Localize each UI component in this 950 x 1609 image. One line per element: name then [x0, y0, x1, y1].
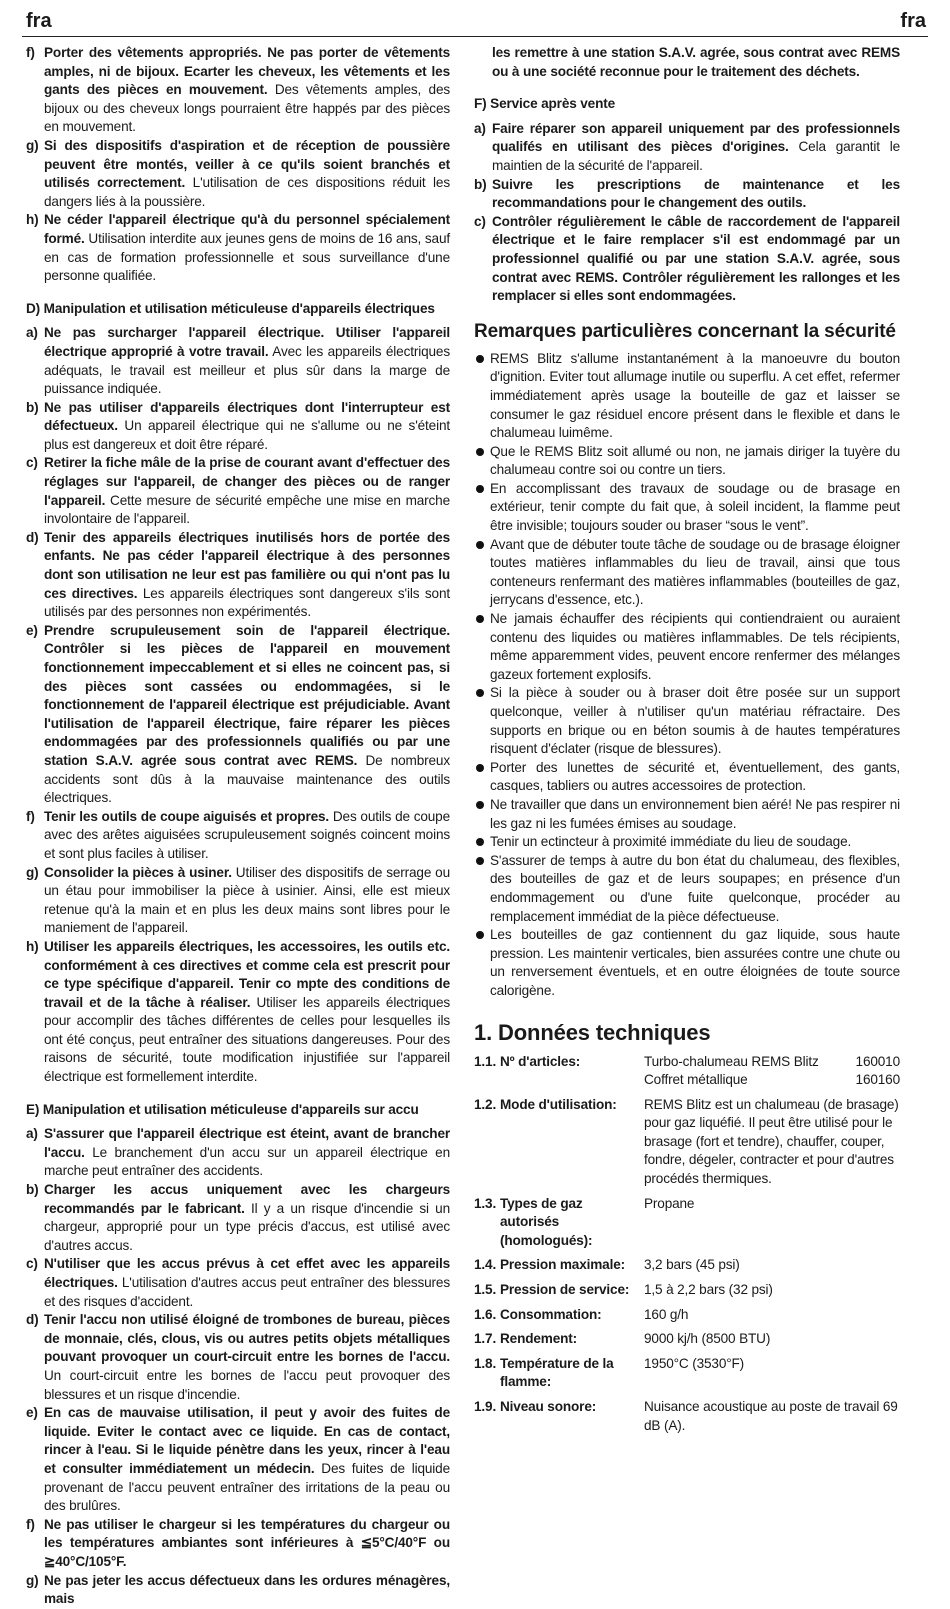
section-d-item-body: [44, 938, 450, 1087]
tech-key: [474, 1355, 644, 1398]
bullet-icon: [474, 443, 490, 480]
remark-text: Que le REMS Blitz soit allumé ou non, ne jamais diriger la tuyère du chalumeau contre soi ou contre un tiers.: [490, 443, 900, 478]
remark-text: Ne travailler que dans un environnement bien aéré! Ne pas respirer ni les gaz ni les fumées émises au soudage.: [490, 796, 900, 831]
remark-text: Tenir un ectincteur à proximité immédiate du lieu de soudage.: [490, 834, 852, 850]
section-e-item-label: e): [26, 1405, 38, 1421]
section-e-item-bold: S'assurer que l'appareil électrique est éteint, avant de brancher l'accu.: [44, 1126, 450, 1160]
section-e-item-text: Un court-circuit entre les bornes de l'accu peut provoquer des blessures et un risque d'incendie.: [44, 1367, 450, 1402]
section-e-list: [26, 1125, 450, 1608]
section-e-item: [26, 1125, 450, 1181]
section-f-item-bold: Faire réparer son appareil uniquement par des professionnels qualifés en utilisant des pièces d'origines.: [492, 120, 900, 155]
section-e-item-bold: Charger les accus uniquement avec les chargeurs recommandés par le fabricant.: [44, 1182, 450, 1216]
right-column: [474, 44, 900, 1441]
tech-key: [474, 1398, 644, 1441]
section-e-item-body: [44, 1572, 450, 1609]
section-d-item-text: Avec les appareils électriques adéquats, le travail est meilleur et plus sûr dans la marge de puissance indiquée.: [44, 343, 450, 397]
section-f-item: [474, 176, 900, 213]
section-e-item: [26, 1181, 450, 1255]
section-d-item-label: h): [26, 938, 39, 954]
tech-code: 160160: [855, 1072, 900, 1088]
tech-label: Pression de service:: [500, 1282, 630, 1298]
tech-label: Nº d'articles:: [500, 1053, 581, 1069]
section-f-item-label: b): [474, 176, 487, 192]
section-e-title: E) Manipulation et utilisation méticuleuse d'appareils sur accu: [26, 1101, 419, 1117]
intro-item-text: Utilisation interdite aux jeunes gens de moins de 16 ans, sauf en cas de formation professionnelle et sous surveillance d'une personne qualifiée.: [44, 230, 450, 284]
section-f-item: [474, 213, 900, 306]
tech-row: [474, 1398, 900, 1441]
remark-text: S'assurer de temps à autre du bon état du chalumeau, des flexibles, des bouteilles de gaz et de leurs soupapes; en présence d'un endommagement ou d'une fuite quelconque, procéder au remplacement immédiat de la pièce défectueuse.: [490, 852, 900, 924]
section-e-item-label: a): [26, 1126, 38, 1142]
section-d-item-text: Les appareils électriques sont dangereux s'ils sont utilisés par des personnes non expérimentés.: [44, 585, 450, 620]
section-d-item: [26, 938, 450, 1087]
section-f-item-body: [492, 213, 900, 306]
remark-item: [474, 443, 900, 480]
tech-number: 1.2.: [474, 1096, 497, 1112]
intro-list: [26, 44, 450, 286]
tech-key: [474, 1256, 644, 1281]
bullet-icon: [474, 759, 490, 796]
tech-value: 9000 kj/h (8500 BTU): [644, 1331, 771, 1347]
tech-key: [474, 1096, 644, 1195]
section-f-item-bold: Suivre les prescriptions de maintenance et les recommandations pour le changement des outils.: [492, 176, 900, 211]
section-d-item: [26, 622, 450, 808]
intro-item: [26, 211, 450, 285]
section-e-item: [26, 1572, 450, 1609]
section-e-item-label: b): [26, 1182, 39, 1198]
tech-label: Types de gaz autorisés (homologués):: [500, 1195, 593, 1248]
intro-item-label: f): [26, 45, 35, 60]
section-e-item: [26, 1516, 450, 1572]
tech-number: 1.5.: [474, 1282, 497, 1298]
intro-item-body: [44, 211, 450, 285]
section-e-item-body: [44, 1181, 450, 1255]
section-e-item: [26, 1404, 450, 1516]
section-e-item-bold: Tenir l'accu non utilisé éloigné de trombones de bureau, pièces de monnaie, clés, clous, vis ou autres petits objets métalliques pouvant provoquer un court-circuit entre les bornes de l'accu.: [44, 1312, 450, 1365]
section-e-item-text: L'utilisation d'autres accus peut entraîner des blessures et des risques d'accident.: [44, 1275, 450, 1309]
tech-value: 3,2 bars (45 psi): [644, 1257, 740, 1273]
tech-value: Coffret métallique: [644, 1072, 748, 1088]
remark-item: [474, 350, 900, 443]
section-d-item: [26, 808, 450, 864]
tech-label: Pression maximale:: [500, 1257, 625, 1273]
section-e-item: [26, 1311, 450, 1404]
tech-row: [474, 1355, 900, 1398]
tech-label: Température de la flamme:: [500, 1355, 614, 1390]
tech-table: [474, 1053, 900, 1442]
page-header: [22, 8, 928, 37]
section-d-item-bold: Ne pas surcharger l'appareil électrique. Utiliser l'appareil électrique approprié à votre travail.: [44, 325, 450, 359]
section-e-item-label: c): [26, 1256, 38, 1272]
remark-item: [474, 610, 900, 684]
section-d-title: D) Manipulation et utilisation méticuleuse d'appareils électriques: [26, 300, 435, 316]
section-e-item-bold: En cas de mauvaise utilisation, il peut y avoir des fuites de liquide. Eviter le contact avec ce liquide. En cas de contact, rincer à l'eau. Si le liquide pénètre dans les yeux, rincer à l'eau et consulter immédiatement un médecin.: [44, 1405, 450, 1476]
section-d-item-text: Utiliser les appareils électriques pour accomplir des tâches différentes de celles pour lesquelles ils ont été conçus, peut entraîner des situations dangereuses. Pour des raisons de sécurité, toute modification injustifiée sur l'appareil électrique est formellement interdite.: [44, 994, 450, 1085]
tech-label: Niveau sonore:: [500, 1399, 597, 1414]
section-d-item-bold: Prendre scrupuleusement soin de l'appareil électrique. Contrôler si les pièces de l'appareil en mouvement fonctionnement impeccablement et si elles ne coincent pas, si des pièces sont cassées ou endommagées, si le fonctionnement de l'appareil électrique est préjudiciable. Avant l'utilisation de l'appareil électrique, faire réparer les pièces endommagées par des professionnels qualifiés ou par une station S.A.V. agrée sous contrat avec REMS.: [44, 622, 450, 768]
section-e-item-body: [44, 1516, 450, 1572]
intro-item-bold: Si des dispositifs d'aspiration et de réception de poussière peuvent être montés, veiller à ce qu'ils soient branchés et utilisés correctement.: [44, 137, 450, 191]
section-d-item-text: Des outils de coupe avec des arêtes aiguisées scrupuleusement soignés coincent moins et sont plus faciles à utiliser.: [44, 808, 450, 861]
tech-key: [474, 1053, 644, 1072]
tech-value: 1950°C (3530°F): [644, 1355, 745, 1371]
section-e-item-label: g): [26, 1572, 39, 1588]
tech-value: 1,5 à 2,2 bars (32 psi): [644, 1282, 773, 1298]
language-tag-right: fra: [900, 10, 926, 32]
section-d-item: [26, 864, 450, 938]
section-d-item: [26, 399, 450, 455]
remark-item: [474, 926, 900, 1000]
language-tag-left: fra: [26, 10, 52, 32]
tech-label: Rendement:: [500, 1331, 578, 1347]
tech-row: [474, 1071, 900, 1096]
tech-value: Propane: [644, 1195, 695, 1211]
intro-item-text: Des vêtements amples, des bijoux ou des cheveux longs pourraient être happés par des pièces en mouvement.: [44, 82, 450, 135]
section-d-item-body: [44, 399, 450, 455]
tech-code: 160010: [855, 1053, 900, 1069]
tech-value: Turbo-chalumeau REMS Blitz: [644, 1053, 819, 1069]
section-d-item-label: a): [26, 325, 38, 341]
bullet-icon: [474, 536, 490, 610]
tech-number: 1.6.: [474, 1306, 497, 1322]
tech-label: Mode d'utilisation:: [500, 1096, 617, 1112]
section-d-item-text: Un appareil électrique qui ne s'allume ou ne s'éteint plus est dangereux et doit être réparé.: [44, 418, 450, 452]
section-e-item-bold: Ne pas utiliser le chargeur si les températures du chargeur ou les températures ambiantes sont inférieures à ≦5°C/40°F ou ≧40°C/105°F.: [44, 1516, 450, 1569]
section-d-item-body: [44, 808, 450, 864]
section-f-item-label: a): [474, 120, 486, 136]
tech-key: [474, 1281, 644, 1306]
tech-number: 1.4.: [474, 1257, 497, 1273]
bullet-icon: [474, 852, 490, 926]
tech-number: 1.9.: [474, 1399, 497, 1414]
section-f-item-text: Cela garantit le maintien de la sécurité de l'appareil.: [492, 139, 900, 173]
remark-item: [474, 833, 900, 852]
section-d-item-bold: Retirer la fiche mâle de la prise de courant avant d'effectuer des réglages sur l'appareil, de changer des pièces ou de ranger l'appareil.: [44, 455, 450, 508]
section-d-item-label: f): [26, 808, 35, 824]
tech-key: [474, 1071, 644, 1096]
tech-number: 1.8.: [474, 1355, 497, 1371]
tech-value: 160 g/h: [644, 1306, 689, 1322]
bullet-icon: [474, 684, 490, 758]
section-e-item-bold: Ne pas jeter les accus défectueux dans les ordures ménagères, mais: [44, 1572, 450, 1607]
section-d-item-bold: Tenir des appareils électriques inutilisés hors de portée des enfants. Ne pas céder l'appareil électrique à des personnes dont son utilisation ne leur est pas familière ou qui n'ont pas lu ces directives.: [44, 529, 450, 601]
remark-item: [474, 759, 900, 796]
remarks-list: [474, 350, 900, 1001]
remarks-title: Remarques particulières concernant la sécurité: [474, 320, 896, 342]
intro-item-bold: Porter des vêtements appropriés. Ne pas porter de vêtements amples, ni de bijoux. Ecarter les cheveux, les vêtements et les gants des pièces en mouvement.: [44, 45, 450, 98]
tech-number: 1.3.: [474, 1195, 497, 1211]
tech-title: 1. Données techniques: [474, 1019, 711, 1045]
remark-item: [474, 852, 900, 926]
continuation-text: les remettre à une station S.A.V. agrée, sous contrat avec REMS ou à une société reconnue pour le traitement des déchets.: [492, 45, 900, 79]
tech-value: Nuisance acoustique au poste de travail 69 dB (A).: [644, 1399, 898, 1433]
section-e-item-label: d): [26, 1312, 39, 1328]
section-e-item-body: [44, 1311, 450, 1404]
intro-item: [26, 137, 450, 211]
intro-item-text: L'utilisation de ces dispositions réduit les dangers liés à la poussière.: [44, 175, 450, 209]
tech-number: 1.7.: [474, 1331, 497, 1347]
remark-item: [474, 536, 900, 610]
remark-text: Si la pièce à souder ou à braser doit être posée sur un support quelconque, veiller à n'utiliser qu'un matériau réfractaire. Des supports en brique ou en béton soumis à de hautes températures risquent d'éclater (risque de blessures).: [490, 685, 900, 757]
remark-text: En accomplissant des travaux de soudage ou de brasage en extérieur, tenir compte du fait que, à soleil incident, la flamme peut être invisible; toujours souder ou braser “sous le vent”.: [490, 480, 900, 534]
bullet-icon: [474, 350, 490, 443]
remark-text: Avant que de débuter toute tâche de soudage ou de brasage éloigner toutes matières inflammables du lieu de travail, ainsi que tous conteneurs renfermant des matières inflammables (bouteilles de gaz, jerrycans d'essence, etc.).: [490, 536, 900, 608]
tech-label: Consommation:: [500, 1306, 602, 1322]
section-f-item-bold: Contrôler régulièrement le câble de raccordement de l'appareil électrique et le faire remplacer s'il est endommagé par un professionnel qualifié ou par une station S.A.V. agrée, sous contrat avec REMS. Contrôler régulièrement les rallonges et les remplacer si elles sont endommagées.: [492, 213, 900, 304]
section-d-item-body: [44, 864, 450, 938]
section-d-item-bold: Consolider la pièces à usiner.: [44, 864, 232, 880]
section-d-item: [26, 529, 450, 622]
remark-text: Les bouteilles de gaz contiennent du gaz liquide, sous haute pression. Les maintenir verticales, bien assurées contre une chute ou un renversement éventuels, et en outre éloignées de toute source calorigène.: [490, 927, 900, 998]
section-f-item: [474, 120, 900, 176]
section-e-item-body: [44, 1255, 450, 1311]
section-e-item-label: f): [26, 1516, 35, 1532]
remark-item: [474, 480, 900, 536]
tech-row: [474, 1330, 900, 1355]
remark-text: REMS Blitz s'allume instantanément à la manoeuvre du bouton d'ignition. Eviter tout allumage inutile ou superflu. A cet effet, refermer immédiatement après usage la bouteille de gaz et laisser se consumer le gaz résiduel encore présent dans le flexible et dans le chalumeau luimême.: [490, 350, 900, 441]
section-f-item-body: [492, 120, 900, 176]
section-f-list: [474, 120, 900, 306]
tech-number: 1.1.: [474, 1053, 497, 1069]
remark-item: [474, 684, 900, 758]
intro-item-label: h): [26, 212, 39, 228]
section-d-item-body: [44, 454, 450, 528]
intro-item-label: g): [26, 137, 39, 153]
remark-item: [474, 796, 900, 833]
section-d-item-label: g): [26, 864, 39, 880]
intro-item-bold: Ne céder l'appareil électrique qu'à du personnel spécialement formé.: [44, 212, 450, 246]
section-e-item: [26, 1255, 450, 1311]
bullet-icon: [474, 480, 490, 536]
section-f-item-label: c): [474, 213, 486, 229]
intro-item-body: [44, 44, 450, 137]
section-d-item-body: [44, 622, 450, 808]
section-d-item-bold: Utiliser les appareils électriques, les accessoires, les outils etc. conformément à ces directives et comme cela est prescrit pour ce type spécifique d'appareil. Tenir co mpte des conditions de travail et de la tâche à réaliser.: [44, 938, 450, 1010]
tech-row: [474, 1281, 900, 1306]
section-d-item-text: De nombreux accidents sont dûs à la mauvaise maintenance des outils électriques.: [44, 752, 450, 806]
tech-value: REMS Blitz est un chalumeau (de brasage) pour gaz liquéfié. Il peut être utilisé pour le brasage (fort et tendre), chauffer, couper, fondre, dégeler, contracter et pour d'autres procédés thermiques.: [644, 1096, 899, 1187]
section-e-item-text: Il y a un risque d'incendie si un chargeur, approprié pour un type précis d'accus, est utilisé avec d'autres accus.: [44, 1200, 450, 1253]
section-d-item-bold: Tenir les outils de coupe aiguisés et propres.: [44, 808, 330, 824]
tech-key: [474, 1195, 644, 1257]
section-d-item: [26, 454, 450, 528]
section-d-item-body: [44, 529, 450, 622]
section-d-item-label: d): [26, 529, 39, 545]
remark-text: Porter des lunettes de sécurité et, éventuellement, des gants, casques, tabliers ou autres accessoires de protection.: [490, 759, 900, 794]
tech-key: [474, 1330, 644, 1355]
tech-row: [474, 1306, 900, 1331]
section-d-item: [26, 324, 450, 398]
left-column: [26, 44, 450, 1609]
section-d-item-text: Utiliser des dispositifs de serrage ou un étau pour immobiliser la pièce à usinier. Ainsi, elle est mieux retenue qu'à la main et en plus les deux mains sont libres pour le maniement de l'appareil.: [44, 864, 450, 936]
bullet-icon: [474, 833, 490, 852]
section-e-item-text: Des fuites de liquide provenant de l'accu peuvent entraîner des irritations de la peau ou des brulûres.: [44, 1460, 450, 1514]
section-f-title: F) Service après vente: [474, 96, 616, 112]
section-e-item-body: [44, 1404, 450, 1516]
section-d-item-label: b): [26, 399, 39, 415]
section-d-item-body: [44, 324, 450, 398]
tech-row: [474, 1256, 900, 1281]
tech-row: [474, 1195, 900, 1257]
bullet-icon: [474, 926, 490, 1000]
section-f-item-body: [492, 176, 900, 213]
section-e-item-text: Le branchement d'un accu sur un appareil électrique en marche peut entraîner des accidents.: [44, 1144, 450, 1179]
intro-item: [26, 44, 450, 137]
tech-row: [474, 1053, 900, 1072]
section-d-item-label: e): [26, 622, 38, 638]
bullet-icon: [474, 796, 490, 833]
tech-row: [474, 1096, 900, 1195]
tech-key: [474, 1306, 644, 1331]
section-d-item-bold: Ne pas utiliser d'appareils électriques dont l'interrupteur est défectueux.: [44, 399, 450, 434]
intro-item-body: [44, 137, 450, 211]
remark-text: Ne jamais échauffer des récipients qui contiendraient ou auraient contenu des liquides ou matières inflammables. De tels récipients, même apparemment vides, peuvent encore renfermer des mélanges gazeux fortement explosifs.: [490, 611, 900, 682]
section-e-item-bold: N'utiliser que les accus prévus à cet effet avec les appareils électriques.: [44, 1256, 450, 1290]
bullet-icon: [474, 610, 490, 684]
section-d-item-label: c): [26, 455, 38, 471]
section-d-item-text: Cette mesure de sécurité empêche une mise en marche involontaire de l'appareil.: [44, 492, 450, 527]
section-d-list: [26, 324, 450, 1086]
section-e-item-body: [44, 1125, 450, 1181]
